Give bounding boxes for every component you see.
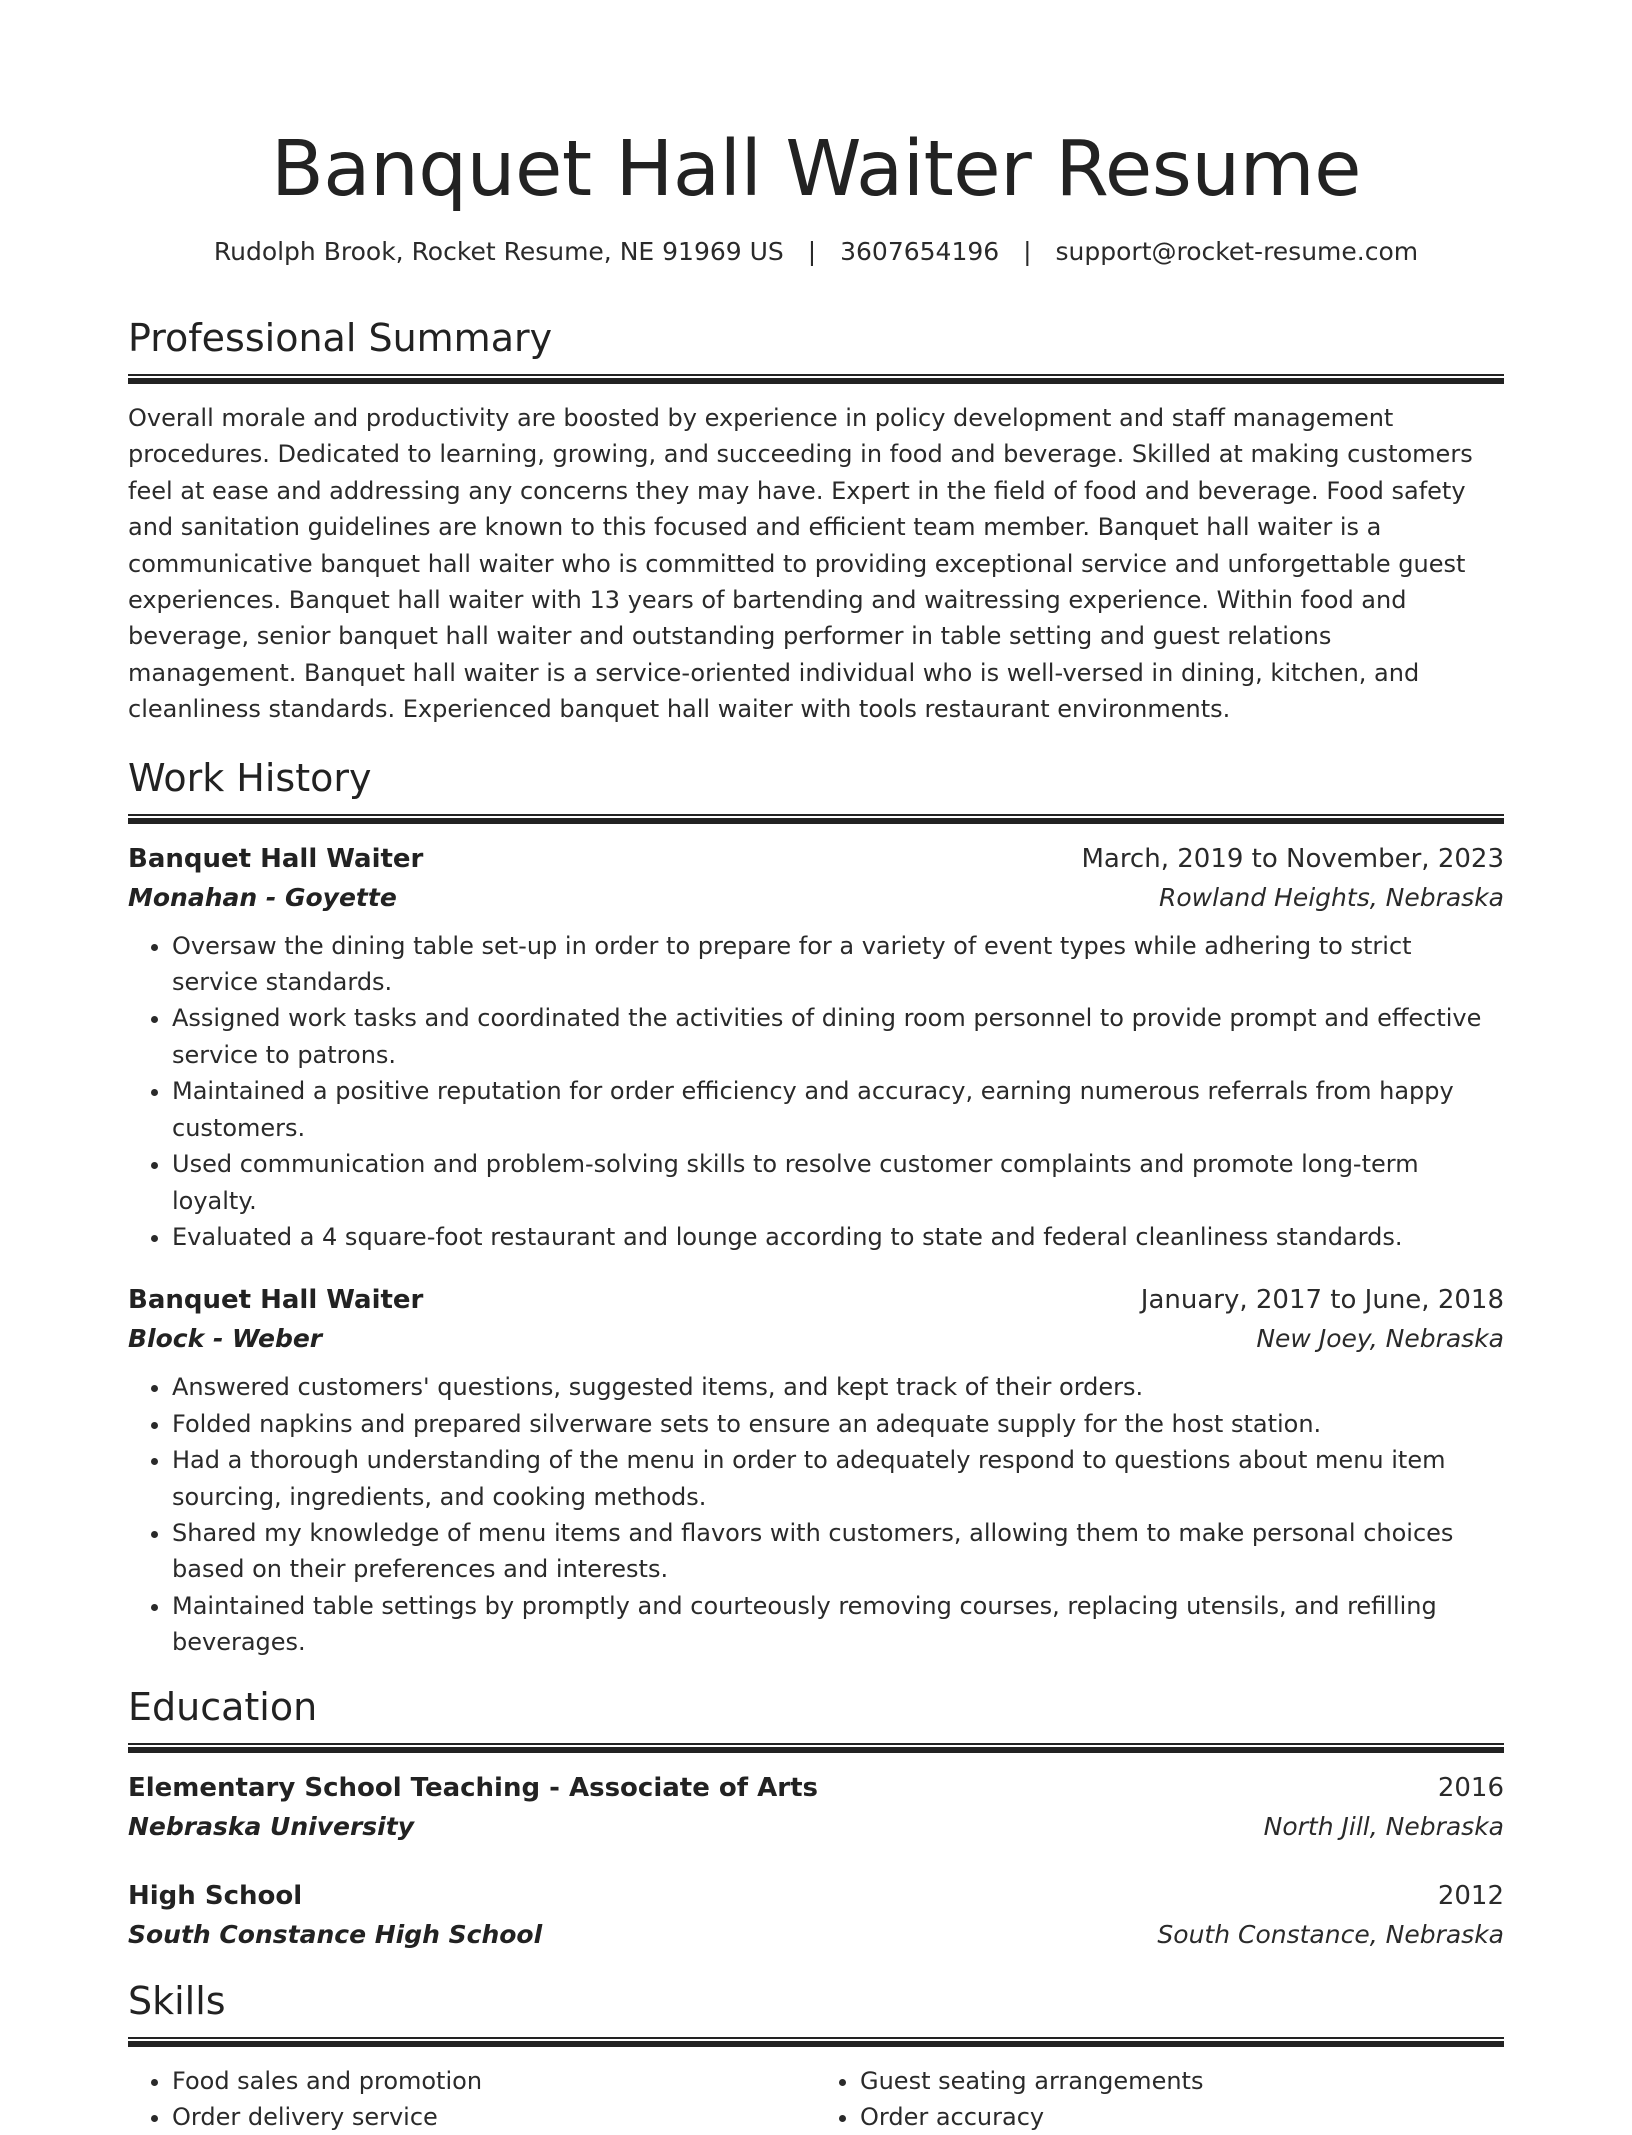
list-item: • Oversaw the dining table set-up in order to prepare for a variety of event types while adhering to strict service standards. — [172, 928, 1504, 1001]
job-entry — [128, 840, 1504, 1256]
education-year: 2012 — [1437, 1880, 1504, 1911]
job-header — [128, 1281, 1504, 1319]
list-item: • Shared my knowledge of menu items and flavors with customers, allowing them to make personal choices based on their preferences and interests. — [172, 1515, 1504, 1588]
skills-column-right — [816, 2063, 1504, 2135]
education-subheader — [128, 1807, 1504, 1847]
contact-phone: 3607654196 — [840, 237, 1000, 266]
skills-grid — [128, 2063, 1504, 2135]
job-company: Block - Weber — [128, 1324, 323, 1354]
job-dates: January, 2017 to June, 2018 — [1140, 1285, 1504, 1316]
section-heading: Work History — [128, 755, 372, 800]
work-history-section — [128, 754, 1504, 1661]
list-item: • Order delivery service — [172, 2099, 816, 2135]
list-item: • Answered customers' questions, suggested items, and kept track of their orders. — [172, 1369, 1504, 1405]
skills-column-left — [128, 2063, 816, 2135]
resume-content — [128, 0, 1504, 2135]
job-location: New Joey, Nebraska — [1256, 1324, 1504, 1354]
contact-address: Rudolph Brook, Rocket Resume, NE 91969 US — [213, 237, 784, 266]
contact-line — [128, 234, 1504, 270]
job-bullets — [128, 1369, 1504, 1660]
school-location: South Constance, Nebraska — [1157, 1919, 1504, 1949]
education-subheader — [128, 1915, 1504, 1955]
education-header — [128, 1877, 1504, 1915]
contact-email: support@rocket-resume.com — [1055, 237, 1419, 266]
job-header — [128, 840, 1504, 878]
section-heading: Professional Summary — [128, 316, 553, 360]
list-item: • Used communication and problem-solving skills to resolve customer complaints and promote long-term loyalty. — [172, 1146, 1504, 1219]
job-location: Rowland Heights, Nebraska — [1159, 882, 1504, 912]
school-name: Nebraska University — [128, 1811, 414, 1841]
summary-text: Overall morale and productivity are boosted by experience in policy development and staff management procedures. Dedicated to learning, growing, and succeeding in food and beverage. Skilled at making customers feel at ease and addressing any concerns they may have. Expert in the field of food and beverage. Food safety and sanitation guidelines are known to this focused and efficient team member. Banquet hall waiter is a communicative banquet hall waiter who is committed to providing exceptional service and unforgettable guest experiences. Banquet hall waiter with 13 years of bartending and waitressing experience. Within food and beverage, senior banquet hall waiter and outstanding performer in table setting and guest relations management. Banquet hall waiter is a service-oriented individual who is well-versed in dining, kitchen, and cleanliness standards. Experienced banquet hall waiter with tools restaurant environments. — [128, 404, 1473, 724]
job-title: Banquet Hall Waiter — [128, 843, 424, 874]
job-subheader — [128, 1319, 1504, 1359]
list-item: • Assigned work tasks and coordinated the activities of dining room personnel to provide prompt and effective service to patrons. — [172, 1000, 1504, 1073]
education-entry — [128, 1769, 1504, 1847]
list-item: • Food sales and promotion — [172, 2063, 816, 2099]
section-heading: Skills — [128, 1978, 226, 2023]
job-company: Monahan - Goyette — [128, 882, 397, 912]
list-item: • Maintained a positive reputation for order efficiency and accuracy, earning numerous referrals from happy customers. — [172, 1073, 1504, 1146]
list-item: • Order accuracy — [860, 2099, 1504, 2135]
list-item: • Maintained table settings by promptly and courteously removing courses, replacing utensils, and refilling beverages. — [172, 1588, 1504, 1661]
degree-title: Elementary School Teaching - Associate of Arts — [128, 1772, 818, 1803]
list-item: • Had a thorough understanding of the menu in order to adequately respond to questions about menu item sourcing, ingredients, and cooking methods. — [172, 1442, 1504, 1515]
contact-separator: | — [807, 237, 817, 266]
list-item: • Evaluated a 4 square-foot restaurant and lounge according to state and federal cleanliness standards. — [172, 1219, 1504, 1255]
job-bullets — [128, 928, 1504, 1256]
school-name: South Constance High School — [128, 1919, 543, 1949]
list-item: • Folded napkins and prepared silverware sets to ensure an adequate supply for the host station. — [172, 1406, 1504, 1442]
section-heading: Education — [128, 1684, 318, 1729]
list-item: • Guest seating arrangements — [860, 2063, 1504, 2099]
page-title: Banquet Hall Waiter Resume — [270, 125, 1362, 214]
section-divider — [128, 1743, 1504, 1753]
job-dates: March, 2019 to November, 2023 — [1081, 843, 1504, 874]
education-section — [128, 1683, 1504, 1955]
summary-section — [128, 314, 1504, 728]
section-divider — [128, 814, 1504, 824]
section-divider — [128, 374, 1504, 384]
degree-title: High School — [128, 1880, 303, 1911]
education-year: 2016 — [1437, 1772, 1504, 1803]
job-subheader — [128, 878, 1504, 918]
contact-separator: | — [1023, 237, 1032, 266]
skills-section — [128, 1977, 1504, 2135]
education-entry — [128, 1877, 1504, 1955]
job-entry — [128, 1281, 1504, 1660]
job-title: Banquet Hall Waiter — [128, 1285, 424, 1316]
section-divider — [128, 2037, 1504, 2047]
school-location: North Jill, Nebraska — [1263, 1811, 1504, 1841]
education-header — [128, 1769, 1504, 1807]
